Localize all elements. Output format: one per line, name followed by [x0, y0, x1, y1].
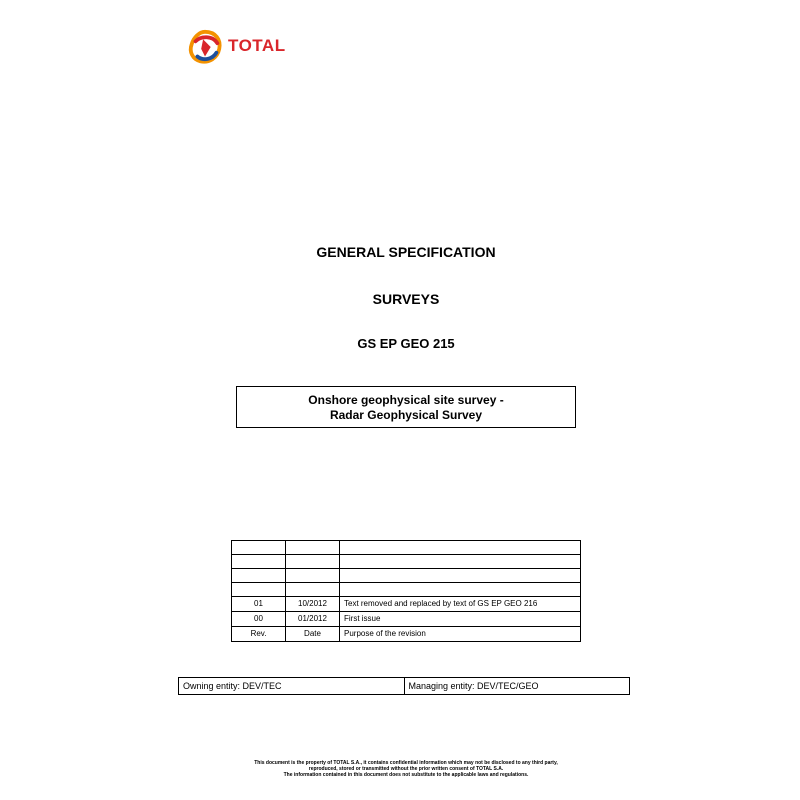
logo-text: TOTAL [228, 36, 286, 55]
table-header-row [232, 627, 581, 642]
doc-type-title: GENERAL SPECIFICATION [316, 244, 496, 260]
footer-line-3: The information contained in this document does not substitute to the applicable laws and regulations. [283, 772, 529, 778]
rev-cell [232, 583, 286, 597]
table-row [232, 555, 581, 569]
managing-entity: Managing entity: DEV/TEC/GEO [404, 678, 630, 695]
table-row [179, 678, 630, 695]
doc-reference: GS EP GEO 215 [357, 336, 455, 351]
purpose-cell [340, 555, 581, 569]
table-row [232, 612, 581, 627]
rev-cell [232, 541, 286, 555]
total-logo [186, 28, 296, 64]
purpose-cell [340, 583, 581, 597]
table-row [232, 583, 581, 597]
purpose-cell [340, 541, 581, 555]
subject-line-1: Onshore geophysical site survey - [308, 393, 504, 407]
rev-cell [232, 569, 286, 583]
date-cell [286, 569, 340, 583]
table-row [232, 569, 581, 583]
doc-category-title: SURVEYS [372, 291, 440, 307]
rev-cell: 01 [232, 597, 286, 612]
date-cell [286, 541, 340, 555]
date-cell: 01/2012 [286, 612, 340, 627]
purpose-cell [340, 569, 581, 583]
purpose-cell: First issue [340, 612, 581, 627]
rev-cell: 00 [232, 612, 286, 627]
footer-line-1: This document is the property of TOTAL S.A., it contains confidential information which may not be disclosed to any third party, [254, 760, 558, 766]
confidentiality-footer [200, 760, 612, 778]
date-header: Date [286, 627, 340, 642]
table-row [232, 541, 581, 555]
rev-header: Rev. [232, 627, 286, 642]
subject-line-2: Radar Geophysical Survey [329, 408, 483, 422]
footer-line-2: reproduced, stored or transmitted without the prior written consent of TOTAL S.A. [308, 766, 504, 772]
entity-table [178, 677, 630, 695]
total-logo-icon [186, 28, 224, 66]
date-cell [286, 583, 340, 597]
purpose-cell: Text removed and replaced by text of GS EP GEO 216 [340, 597, 581, 612]
rev-cell [232, 555, 286, 569]
table-row [232, 597, 581, 612]
subject-box [236, 386, 576, 428]
revision-table [231, 540, 581, 642]
date-cell: 10/2012 [286, 597, 340, 612]
owning-entity: Owning entity: DEV/TEC [179, 678, 405, 695]
purpose-header: Purpose of the revision [340, 627, 581, 642]
date-cell [286, 555, 340, 569]
